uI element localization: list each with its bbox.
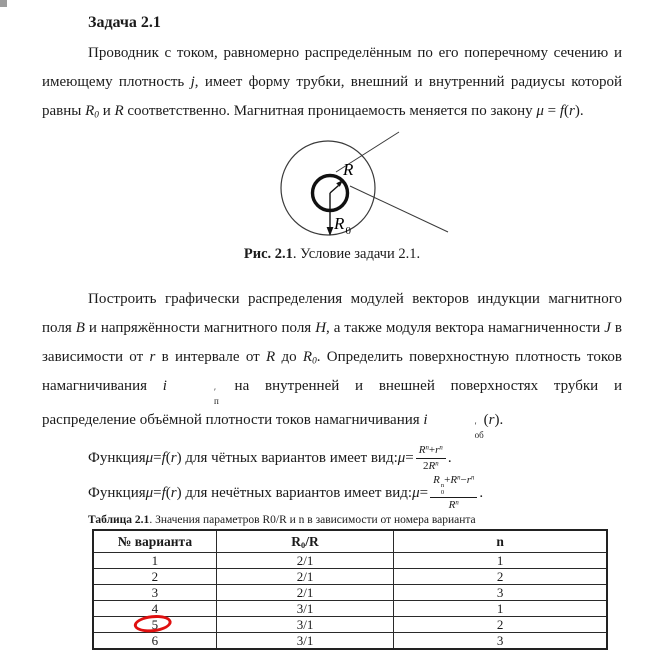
table-row [93,616,607,632]
table-cell: 3 [93,584,216,600]
table-cell: 2 [394,568,607,584]
col-header-r0-over-r: $R_0/R$ [216,530,393,553]
circled-variant-cell: 5 [93,616,216,632]
table-row [93,552,607,568]
table-cell: 3 [394,632,607,649]
figure-caption: Рис. 2.1. Условие задачи 2.1. [243,246,421,262]
label-inner-radius: R [343,160,354,179]
label-outer-radius-subscript: 0 [345,225,351,237]
table-cell: 3/1 [216,632,393,649]
table-cell: 1 [394,552,607,568]
table-caption: Таблица 2.1. Значения параметров R0/R и n в зависимости от номера варианта [88,513,476,526]
table-row [93,584,607,600]
table-cell: 2/1 [216,552,393,568]
table-cell: 2/1 [216,568,393,584]
table-cell: 2/1 [216,584,393,600]
inner-radius-arrow [330,186,339,194]
table-header-row [93,530,607,553]
table-cell: 2 [394,616,607,632]
formula-odd-variants: Функция μ = f ( r ) для нечётных вариантов имеет вид: μ = R n 0 $+R^n-r^n$ $R^n$ . [88,474,484,512]
diagonal-line-lower [350,186,448,232]
tube-cross-section-diagram [268,128,463,244]
table-row [93,600,607,616]
col-header-variant-number: № варианта [93,530,216,553]
formula-even-variants: Функция μ = f ( r ) для чётных вариантов имеет вид: μ = $\frac{R^n+r^n}{2R^n}$ . [88,443,452,472]
red-circle-annotation [133,614,173,635]
table-cell: 1 [394,600,607,616]
table-row [93,568,607,584]
page-title: Задача 2.1 [88,14,161,31]
label-outer-radius: R [334,214,345,233]
table-cell: 6 [93,632,216,649]
table-row [93,632,607,649]
task-paragraph: Построить графически распределения модулей векторов индукции магнитного поля B и напряжённости магнитного поля H, а также модуля вектора намагниченности J в зависимости от r в интервале от R до $R_0$. Определить поверхностную плотность токов намагничивания i ′ п на внутренней и внешней поверхностях трубки и распределение объёмной плотности токов намагничивания i ′ об (r). [42,291,623,440]
table-cell: 4 [93,600,216,616]
table-cell: 3/1 [216,616,393,632]
problem-statement-paragraph: Проводник с током, равномерно распределённым по его поперечному сечению и имеющему плотность j, имеет форму трубки, внешний и внутренний радиусы которой равны $R_0$ и R соответственно. Магнитная проницаемость меняется по закону μ = f(r). [42,45,622,121]
table-cell: 1 [93,552,216,568]
variants-table [92,529,608,650]
table-cell: 3 [394,584,607,600]
table-cell: 3/1 [216,600,393,616]
table-cell: 2 [93,568,216,584]
col-header-n: n [394,530,607,553]
figure-2-1 [42,126,622,244]
outer-circle [281,141,375,235]
